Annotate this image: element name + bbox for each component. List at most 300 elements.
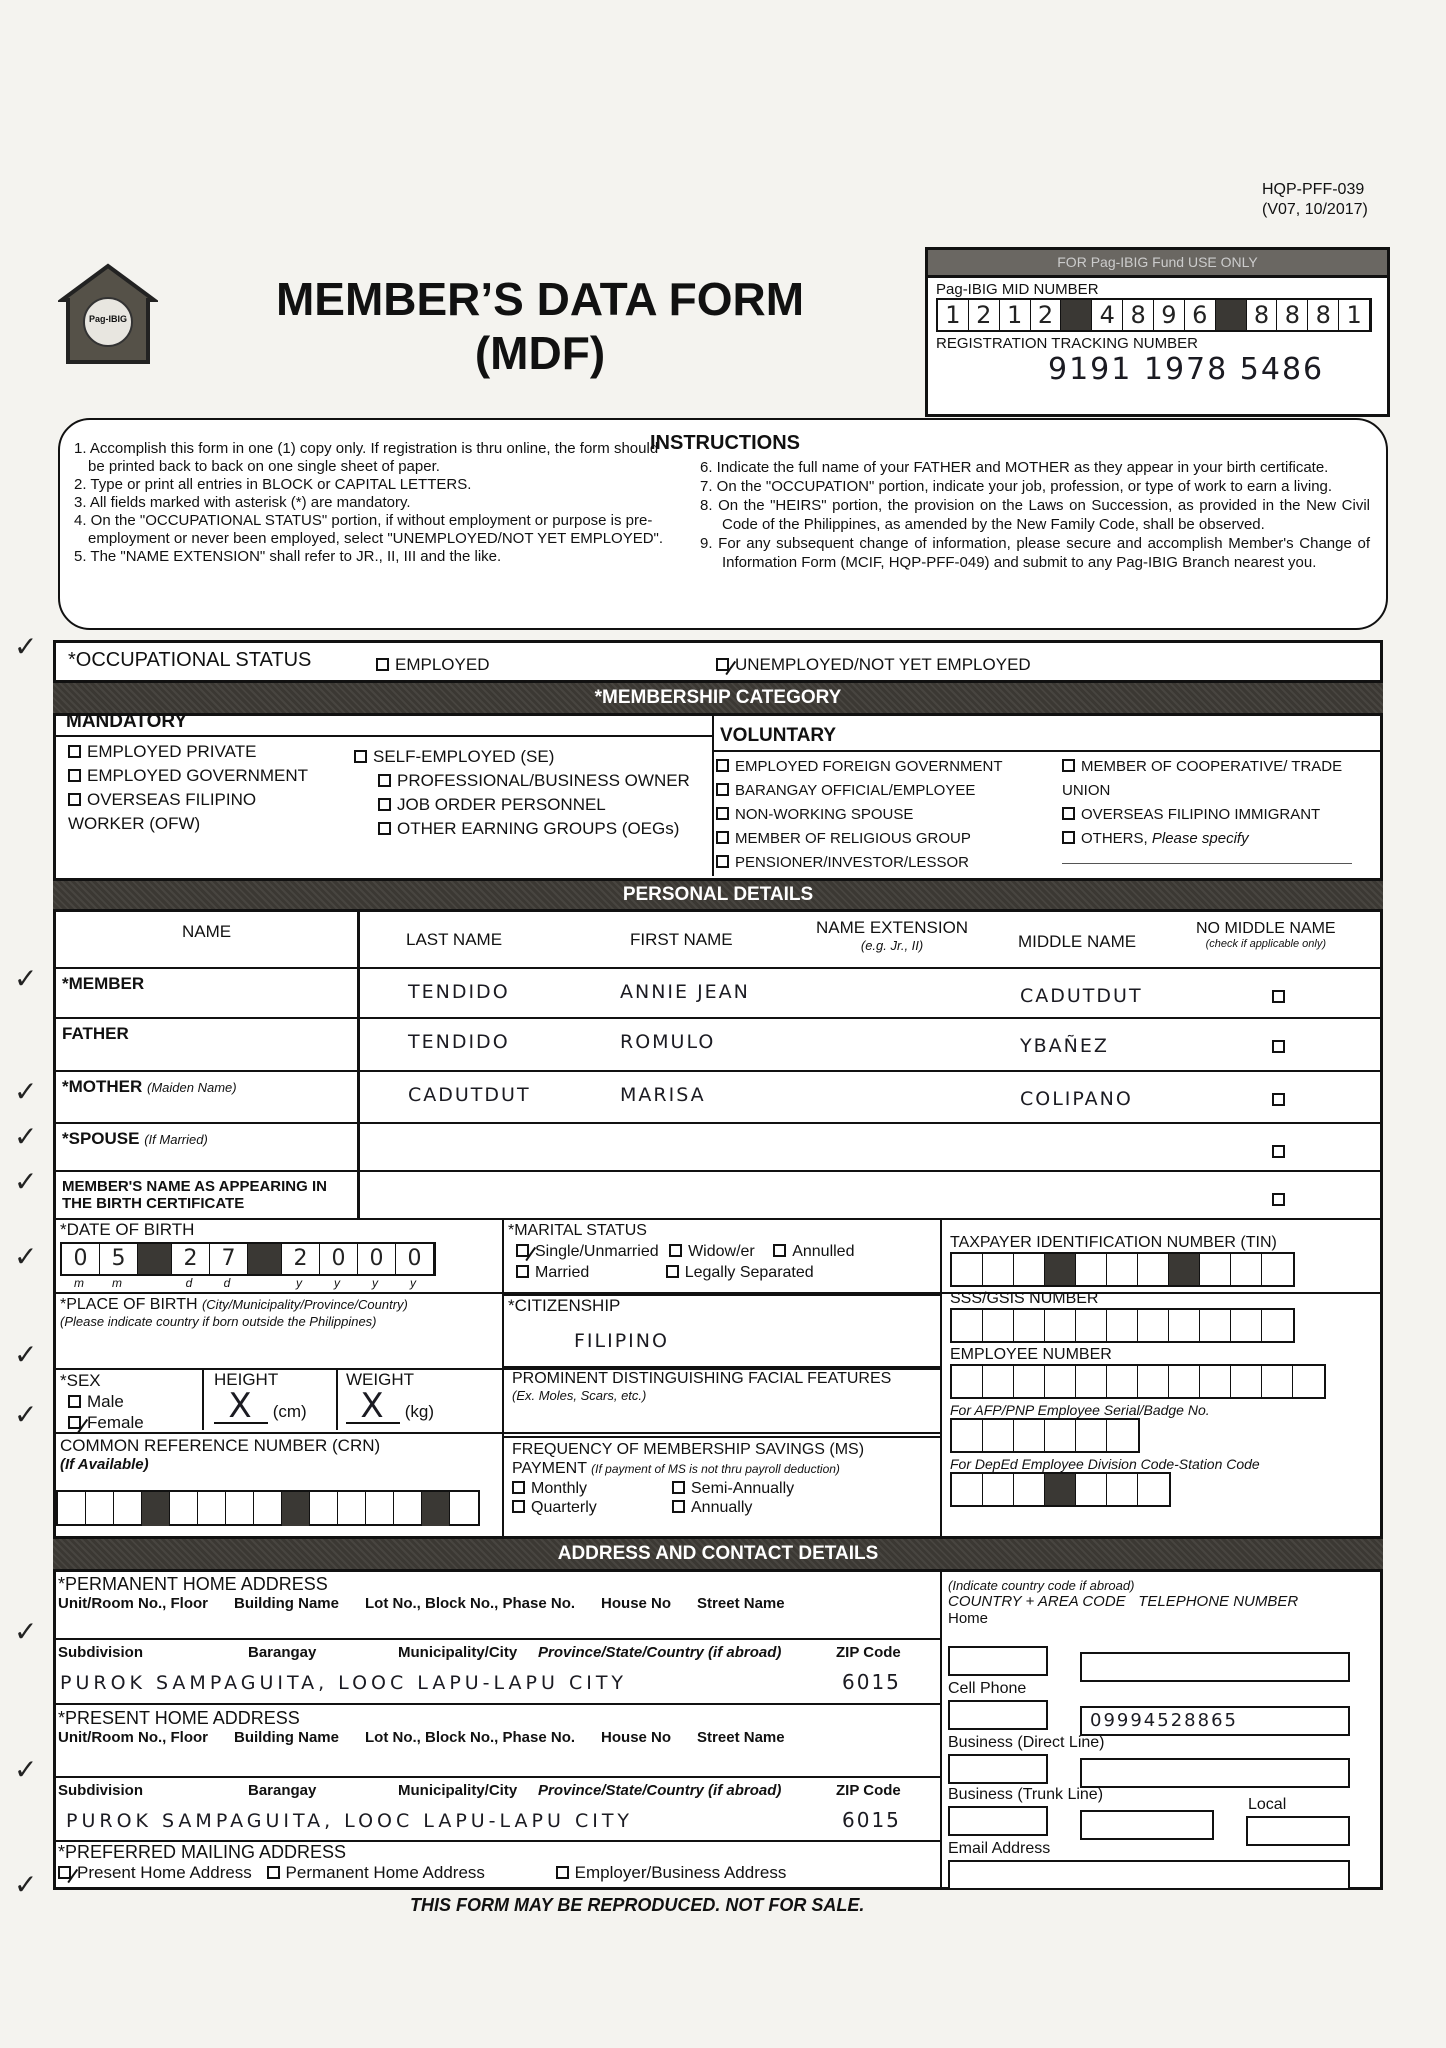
present-line2-labels: [58, 1782, 938, 1802]
col-name-extension: [816, 918, 968, 953]
contact-details: [948, 1578, 1378, 1888]
digit-cell[interactable]: [1138, 1254, 1169, 1285]
address-field-label: Building Name: [233, 1729, 339, 1746]
mid-digit[interactable]: 1: [938, 300, 969, 330]
digit-cell[interactable]: [1076, 1366, 1107, 1397]
middle-name-value[interactable]: CADUTDUT: [1020, 985, 1143, 1007]
name-extension-value[interactable]: [820, 1031, 980, 1057]
form-version: (V07, 10/2017): [1262, 201, 1368, 218]
date-of-birth-field[interactable]: [60, 1242, 436, 1276]
voluntary-option-checkbox[interactable]: [716, 779, 1056, 803]
digit-cell[interactable]: [366, 1492, 394, 1526]
deped-code-input[interactable]: [950, 1472, 1171, 1507]
divider: [55, 1170, 1380, 1172]
mid-divider: [502, 1366, 942, 1368]
name-row-title: *MEMBER: [62, 974, 145, 993]
checkbox-icon: [1272, 990, 1285, 1003]
afp-hint: Serial/Badge No.: [1103, 1402, 1210, 1418]
mid-digit[interactable]: 8: [1308, 300, 1339, 330]
instructions-heading: INSTRUCTIONS: [650, 432, 800, 454]
others-specify-line[interactable]: [1062, 863, 1352, 864]
business-direct-phone-input[interactable]: [1080, 1758, 1350, 1788]
weight-value[interactable]: X: [346, 1390, 400, 1424]
digit-cell[interactable]: [1045, 1366, 1076, 1397]
dob-legend-letter: m: [112, 1276, 122, 1290]
mid-digit[interactable]: 8: [1277, 300, 1308, 330]
employer-address-checkbox[interactable]: [556, 1863, 787, 1882]
digit-cell[interactable]: [1014, 1366, 1045, 1397]
name-row-label: [62, 1178, 352, 1212]
digit-cell[interactable]: [310, 1492, 338, 1526]
email-input[interactable]: [948, 1860, 1350, 1890]
single-label: Single/Unmarried: [535, 1243, 659, 1260]
mid-digit[interactable]: 8: [1247, 300, 1278, 330]
others-checkbox[interactable]: [1062, 830, 1249, 847]
present-home-checkbox[interactable]: [58, 1863, 252, 1882]
checkbox-icon: [1272, 1040, 1285, 1053]
address-field-label: Municipality/City: [398, 1782, 518, 1799]
last-name-value[interactable]: TENDIDO: [408, 1031, 510, 1053]
annulled-checkbox[interactable]: [773, 1243, 854, 1260]
digit-cell[interactable]: [170, 1492, 198, 1526]
check-mark-icon: ✓: [14, 1075, 38, 1108]
dob-digit[interactable]: 0: [320, 1244, 358, 1274]
mid-digit[interactable]: 9: [1154, 300, 1185, 330]
no-middle-name-checkbox[interactable]: [1272, 1039, 1291, 1057]
checkbox-icon: [378, 798, 391, 811]
height-value[interactable]: X: [214, 1390, 268, 1424]
legally-separated-checkbox[interactable]: [666, 1264, 814, 1281]
checkbox-icon: [556, 1866, 569, 1879]
mid-digit[interactable]: 2: [969, 300, 1000, 330]
mandatory-option-checkbox[interactable]: [68, 764, 358, 788]
pob-hint2: (Please indicate country if born outside the Philippines): [60, 1314, 377, 1329]
first-name-value[interactable]: [620, 1184, 810, 1210]
digit-cell[interactable]: [952, 1474, 983, 1505]
name-table-header: [56, 912, 1380, 967]
address-field-label: Province/State/Country (if abroad): [538, 1782, 782, 1799]
rtn-value[interactable]: 9191 1978 5486: [1048, 352, 1325, 387]
self-employed-option-label: PROFESSIONAL/BUSINESS OWNER: [397, 771, 690, 790]
first-name-value[interactable]: [620, 1136, 810, 1162]
instruction-item: 9. For any subsequent change of information, please secure and accomplish Member's Change of Information Form (MCIF, HQP-PFF-049) and submit to any Pag-IBIG Branch nearest you.: [700, 535, 1370, 571]
mid-digit[interactable]: 1: [1339, 300, 1370, 330]
permanent-address-label: *PERMANENT HOME ADDRESS: [58, 1574, 328, 1594]
legally-separated-label: Legally Separated: [684, 1264, 814, 1281]
dob-legend-letter: y: [334, 1276, 340, 1290]
digit-cell[interactable]: [1231, 1310, 1262, 1341]
digit-cell[interactable]: [983, 1254, 1014, 1285]
form-code-number: HQP-PFF-039: [1262, 181, 1365, 198]
digit-cell[interactable]: [1045, 1310, 1076, 1341]
citizenship: [508, 1296, 938, 1352]
widow-label: Widow/er: [688, 1243, 755, 1260]
digit-cell[interactable]: [1262, 1254, 1293, 1285]
height-col-divider: [202, 1368, 204, 1430]
name-extension-value[interactable]: [820, 1136, 980, 1162]
dob-col-divider: [502, 1218, 504, 1536]
voluntary-column-1: [716, 755, 1056, 875]
digit-cell[interactable]: [1107, 1420, 1138, 1451]
digit-cell[interactable]: [394, 1492, 422, 1526]
first-name-value[interactable]: ROMULO: [620, 1031, 716, 1053]
digit-cell[interactable]: [1107, 1310, 1138, 1341]
instruction-item: 4. On the "OCCUPATIONAL STATUS" portion, if without employment or purpose is pre-employment or never been employed, select "UNEMPLOYED/NOT YET EMPLOYED".: [74, 512, 664, 547]
digit-cell[interactable]: [1014, 1254, 1045, 1285]
mid-label: Pag-IBIG MID NUMBER: [936, 281, 1099, 298]
crn-input[interactable]: [56, 1490, 480, 1526]
checkbox-icon: [716, 783, 729, 796]
digit-cell[interactable]: [58, 1492, 86, 1526]
ms-payment-hint: (If payment of MS is not thru payroll deduction): [591, 1462, 840, 1476]
digit-cell[interactable]: [1045, 1420, 1076, 1451]
dob-digit[interactable]: 0: [358, 1244, 396, 1274]
present-line1-input[interactable]: [58, 1746, 938, 1776]
digit-cell[interactable]: [952, 1420, 983, 1451]
home-phone-label: Home: [948, 1610, 989, 1627]
address-field-label: House No: [601, 1729, 672, 1746]
address-field-label: Barangay: [248, 1644, 317, 1661]
middle-name-value[interactable]: COLIPANO: [1020, 1088, 1133, 1110]
divider: [55, 1070, 1380, 1072]
area-code-header: COUNTRY + AREA CODE: [948, 1593, 1126, 1610]
cell-area-code-input[interactable]: [948, 1700, 1048, 1730]
business-trunk-label: Business (Trunk Line): [948, 1786, 1104, 1803]
crn-label: COMMON REFERENCE NUMBER (CRN): [60, 1436, 381, 1455]
male-label: Male: [87, 1392, 124, 1411]
employer-address-label: Employer/Business Address: [574, 1863, 787, 1882]
divider: [53, 1703, 941, 1705]
email-label: Email Address: [948, 1840, 1051, 1857]
height-field: [214, 1370, 307, 1424]
checkbox-icon: [666, 1265, 679, 1278]
voluntary-option-checkbox[interactable]: [716, 755, 1056, 779]
instruction-item: 2. Type or print all entries in BLOCK or CAPITAL LETTERS.: [74, 476, 472, 493]
voluntary-option-label: BARANGAY OFFICIAL/EMPLOYEE: [735, 782, 976, 799]
footer-notice: THIS FORM MAY BE REPRODUCED. NOT FOR SALE.: [410, 1895, 865, 1915]
membership-category-heading: *MEMBERSHIP CATEGORY: [53, 680, 1383, 716]
citizenship-value[interactable]: FILIPINO: [574, 1330, 669, 1352]
digit-cell[interactable]: [983, 1366, 1014, 1397]
digit-cell[interactable]: [450, 1492, 478, 1526]
digit-cell[interactable]: [1076, 1254, 1107, 1285]
weight-field: [346, 1370, 434, 1424]
pob-input[interactable]: [60, 1329, 500, 1359]
dob-legend: [60, 1276, 432, 1290]
middle-name-value[interactable]: [1020, 1140, 1210, 1166]
digit-cell[interactable]: [1231, 1366, 1262, 1397]
instructions-right: [700, 458, 1370, 572]
present-zip-value[interactable]: 6015: [842, 1808, 901, 1832]
no-middle-name-checkbox[interactable]: [1272, 1144, 1291, 1162]
business-trunk-phone-input[interactable]: [1080, 1810, 1214, 1840]
logo-text: Pag-IBIG: [88, 314, 127, 324]
first-name-value[interactable]: MARISA: [620, 1084, 706, 1106]
widow-checkbox[interactable]: [669, 1243, 755, 1260]
business-trunk-area-input[interactable]: [948, 1806, 1048, 1836]
digit-cell[interactable]: [1014, 1420, 1045, 1451]
cooperative-checkbox[interactable]: [1062, 758, 1342, 799]
last-name-value[interactable]: TENDIDO: [408, 981, 510, 1003]
ms-payment: [512, 1440, 937, 1517]
name-extension-value[interactable]: [820, 981, 980, 1007]
digit-cell[interactable]: [1107, 1366, 1138, 1397]
digit-cell[interactable]: [226, 1492, 254, 1526]
tin-label: TAXPAYER IDENTIFICATION NUMBER (TIN): [950, 1234, 1277, 1251]
digit-cell[interactable]: [338, 1492, 366, 1526]
male-checkbox[interactable]: [60, 1391, 200, 1412]
dob-digit[interactable]: 2: [172, 1244, 210, 1274]
cooperative-label: MEMBER OF COOPERATIVE/ TRADE UNION: [1062, 758, 1343, 799]
digit-cell[interactable]: [1014, 1310, 1045, 1341]
dob-legend-letter: m: [74, 1276, 84, 1290]
semi-annually-checkbox[interactable]: [672, 1479, 872, 1498]
digit-cell[interactable]: [1200, 1254, 1231, 1285]
address-field-label: House No: [601, 1595, 672, 1612]
monthly-label: Monthly: [531, 1480, 588, 1497]
marital-status: [508, 1220, 938, 1283]
check-mark-icon: ✓: [14, 1753, 38, 1786]
digit-cell[interactable]: [198, 1492, 226, 1526]
permanent-address-value[interactable]: PUROK SAMPAGUITA, LOOC LAPU-LAPU CITY: [60, 1672, 628, 1694]
dob-digit[interactable]: 7: [210, 1244, 248, 1274]
checkbox-icon: [378, 774, 391, 787]
check-mark-icon: ✓: [14, 962, 38, 995]
checkbox-icon: [672, 1500, 685, 1513]
first-name-value[interactable]: ANNIE JEAN: [620, 981, 750, 1003]
annulled-label: Annulled: [792, 1243, 855, 1260]
col-ext-label: NAME EXTENSION: [816, 918, 969, 937]
digit-cell[interactable]: [1076, 1420, 1107, 1451]
facial-features-label: PROMINENT DISTINGUISHING FACIAL FEATURES: [512, 1370, 892, 1387]
married-checkbox[interactable]: [516, 1264, 589, 1281]
check-mark-icon: ✓: [14, 1338, 38, 1371]
check-mark-icon: ✓: [14, 1120, 38, 1153]
digit-cell[interactable]: [983, 1474, 1014, 1505]
afp-badge-input[interactable]: [950, 1418, 1140, 1453]
dob-digit[interactable]: 5: [100, 1244, 138, 1274]
others-label: OTHERS,: [1081, 830, 1148, 847]
address-field-label: Municipality/City: [398, 1644, 518, 1661]
address-field-label: Lot No., Block No., Phase No.: [365, 1595, 576, 1612]
local-input[interactable]: [1246, 1816, 1350, 1846]
digit-cell[interactable]: [983, 1310, 1014, 1341]
office-use-box: [925, 247, 1390, 417]
last-name-value[interactable]: [408, 1184, 608, 1210]
telephone-header: TELEPHONE NUMBER: [1138, 1593, 1299, 1610]
name-col-divider: [357, 912, 360, 1218]
checkbox-icon: [512, 1481, 525, 1494]
weight-label: WEIGHT: [346, 1370, 414, 1389]
instructions-box: [58, 418, 1388, 630]
no-middle-name-checkbox[interactable]: [1272, 1192, 1291, 1210]
unemployed-checkbox[interactable]: [716, 655, 1031, 675]
cell-phone-value: 09994528865: [1090, 1710, 1238, 1731]
voluntary-option-checkbox[interactable]: [716, 803, 1056, 827]
annually-checkbox[interactable]: [672, 1498, 872, 1517]
checkbox-icon: [1272, 1193, 1285, 1206]
address-field-label: Subdivision: [58, 1782, 144, 1799]
address-field-label: Lot No., Block No., Phase No.: [365, 1729, 576, 1746]
immigrant-checkbox[interactable]: [1062, 806, 1320, 823]
dob-legend-letter: d: [185, 1276, 193, 1290]
digit-cell[interactable]: [1169, 1366, 1200, 1397]
mid-digit[interactable]: 4: [1092, 300, 1123, 330]
permanent-zip-value[interactable]: 6015: [842, 1670, 901, 1694]
permanent-home-checkbox[interactable]: [267, 1863, 485, 1882]
single-checkbox[interactable]: [516, 1243, 659, 1260]
cell-phone-label: Cell Phone: [948, 1680, 1027, 1697]
pagibig-logo: [58, 262, 158, 366]
checked-checkbox-icon: [516, 1244, 529, 1257]
employee-number-input[interactable]: [950, 1364, 1326, 1399]
self-employed-option-checkbox[interactable]: [378, 793, 714, 817]
mandatory-option-checkbox[interactable]: [68, 788, 268, 836]
digit-cell[interactable]: [1262, 1310, 1293, 1341]
divider: [55, 1122, 1380, 1124]
dob-legend-letter: [136, 1276, 170, 1290]
separator-cell: [142, 1492, 170, 1526]
mid-digit[interactable]: 2: [1031, 300, 1062, 330]
height-unit: (cm): [272, 1402, 307, 1421]
self-employed-option-checkbox[interactable]: [378, 817, 714, 841]
mandatory-option-label: EMPLOYED GOVERNMENT: [87, 766, 309, 785]
place-of-birth: [60, 1296, 500, 1359]
digit-cell[interactable]: [1138, 1366, 1169, 1397]
dob-digit[interactable]: 0: [62, 1244, 100, 1274]
middle-name-value[interactable]: [1020, 1188, 1210, 1214]
voluntary-label: VOLUNTARY: [720, 725, 837, 746]
mid-digit[interactable]: 8: [1123, 300, 1154, 330]
dob-legend-letter: d: [223, 1276, 231, 1290]
digit-cell[interactable]: [254, 1492, 282, 1526]
last-name-value[interactable]: [408, 1136, 608, 1162]
checkbox-icon: [716, 855, 729, 868]
weight-col-divider: [336, 1368, 338, 1430]
separator-cell: [1061, 300, 1092, 330]
mandatory-option-checkbox[interactable]: [68, 740, 358, 764]
cell-phone-input[interactable]: [1080, 1706, 1350, 1736]
mid-digit[interactable]: 1: [1000, 300, 1031, 330]
employed-checkbox[interactable]: [376, 655, 489, 675]
digit-cell[interactable]: [1107, 1474, 1138, 1505]
self-employed-checkbox[interactable]: [354, 747, 554, 766]
digit-cell[interactable]: [1138, 1474, 1169, 1505]
mandatory-column-1: [68, 740, 358, 836]
no-middle-name-checkbox[interactable]: [1272, 1092, 1291, 1110]
address-field-label: Province/State/Country (if abroad): [538, 1644, 782, 1661]
checkbox-icon: [1272, 1093, 1285, 1106]
business-direct-label: Business (Direct Line): [948, 1734, 1105, 1751]
mailing-label: *PREFERRED MAILING ADDRESS: [58, 1842, 347, 1862]
checkbox-icon: [512, 1500, 525, 1513]
check-mark-icon: ✓: [14, 1165, 38, 1198]
checked-checkbox-icon: [68, 1416, 81, 1429]
home-area-code-input[interactable]: [948, 1646, 1048, 1676]
mid-digit[interactable]: 6: [1185, 300, 1216, 330]
name-extension-value[interactable]: [820, 1184, 980, 1210]
sss-input[interactable]: [950, 1308, 1295, 1343]
occupational-status-row: [60, 643, 1380, 679]
checked-checkbox-icon: [716, 658, 729, 671]
digit-cell[interactable]: [952, 1310, 983, 1341]
sss-label: SSS/GSIS NUMBER: [950, 1290, 1099, 1307]
name-row-title: MEMBER'S NAME AS APPEARING IN THE BIRTH CERTIFICATE: [62, 1178, 327, 1212]
mid-number-field[interactable]: [936, 298, 1372, 332]
col-no-middle-hint: (check if applicable only): [1205, 938, 1327, 950]
name-extension-value[interactable]: [820, 1084, 980, 1110]
local-label: Local: [1248, 1796, 1287, 1813]
dob-legend-letter: y: [296, 1276, 302, 1290]
address-field-label: Barangay: [248, 1782, 317, 1799]
dob-digit[interactable]: 2: [282, 1244, 320, 1274]
digit-cell[interactable]: [983, 1420, 1014, 1451]
digit-cell[interactable]: [1014, 1474, 1045, 1505]
permanent-home-label: Permanent Home Address: [285, 1863, 485, 1882]
voluntary-option-checkbox[interactable]: [716, 827, 1056, 851]
checked-checkbox-icon: [58, 1866, 71, 1879]
digit-cell[interactable]: [1107, 1254, 1138, 1285]
voluntary-option-checkbox[interactable]: [716, 851, 1056, 875]
digit-cell[interactable]: [1200, 1366, 1231, 1397]
digit-cell[interactable]: [114, 1492, 142, 1526]
business-direct-area-input[interactable]: [948, 1754, 1048, 1784]
digit-cell[interactable]: [1231, 1254, 1262, 1285]
digit-cell[interactable]: [1138, 1310, 1169, 1341]
immigrant-label: OVERSEAS FILIPINO IMMIGRANT: [1081, 806, 1321, 823]
monthly-checkbox[interactable]: [512, 1479, 672, 1498]
digit-cell[interactable]: [1293, 1366, 1324, 1397]
present-address-value[interactable]: PUROK SAMPAGUITA, LOOC LAPU-LAPU CITY: [66, 1810, 634, 1832]
digit-cell[interactable]: [1076, 1310, 1107, 1341]
middle-name-value[interactable]: YBAÑEZ: [1020, 1035, 1109, 1057]
digit-cell[interactable]: [952, 1366, 983, 1397]
checkbox-icon: [516, 1265, 529, 1278]
digit-cell[interactable]: [952, 1254, 983, 1285]
digit-cell[interactable]: [1076, 1474, 1107, 1505]
address-field-label: ZIP Code: [836, 1782, 901, 1799]
quarterly-checkbox[interactable]: [512, 1498, 672, 1517]
contact-hint: (Indicate country code if abroad): [948, 1578, 1135, 1593]
separator-cell: [138, 1244, 172, 1274]
employee-number-label: EMPLOYEE NUMBER: [950, 1346, 1112, 1363]
digit-cell[interactable]: [86, 1492, 114, 1526]
page-title: [240, 272, 840, 380]
no-middle-name-checkbox[interactable]: [1272, 989, 1291, 1007]
self-employed-option-label: JOB ORDER PERSONNEL: [397, 795, 606, 814]
tin-input[interactable]: [950, 1252, 1295, 1287]
deped-label: For DepEd Employee: [950, 1456, 1084, 1472]
name-row-title: *SPOUSE: [62, 1129, 140, 1148]
digit-cell[interactable]: [1262, 1366, 1293, 1397]
marital-status-label: *MARITAL STATUS: [508, 1222, 647, 1239]
female-checkbox[interactable]: [60, 1412, 200, 1433]
check-mark-icon: ✓: [14, 630, 38, 663]
facial-features-hint: (Ex. Moles, Scars, etc.): [512, 1388, 647, 1403]
checkbox-icon: [669, 1244, 682, 1257]
digit-cell[interactable]: [1169, 1310, 1200, 1341]
home-phone-input[interactable]: [1080, 1652, 1350, 1682]
unemployed-label: UNEMPLOYED/NOT YET EMPLOYED: [735, 655, 1031, 674]
voluntary-option-label: EMPLOYED FOREIGN GOVERNMENT: [735, 758, 1003, 775]
present-home-label: Present Home Address: [77, 1863, 252, 1882]
digit-cell[interactable]: [1200, 1310, 1231, 1341]
self-employed-option-checkbox[interactable]: [378, 769, 714, 793]
self-employed-option-label: OTHER EARNING GROUPS (OEGs): [397, 819, 680, 838]
last-name-value[interactable]: CADUTDUT: [408, 1084, 531, 1106]
sex-field: [60, 1370, 200, 1433]
dob-digit[interactable]: 0: [396, 1244, 434, 1274]
